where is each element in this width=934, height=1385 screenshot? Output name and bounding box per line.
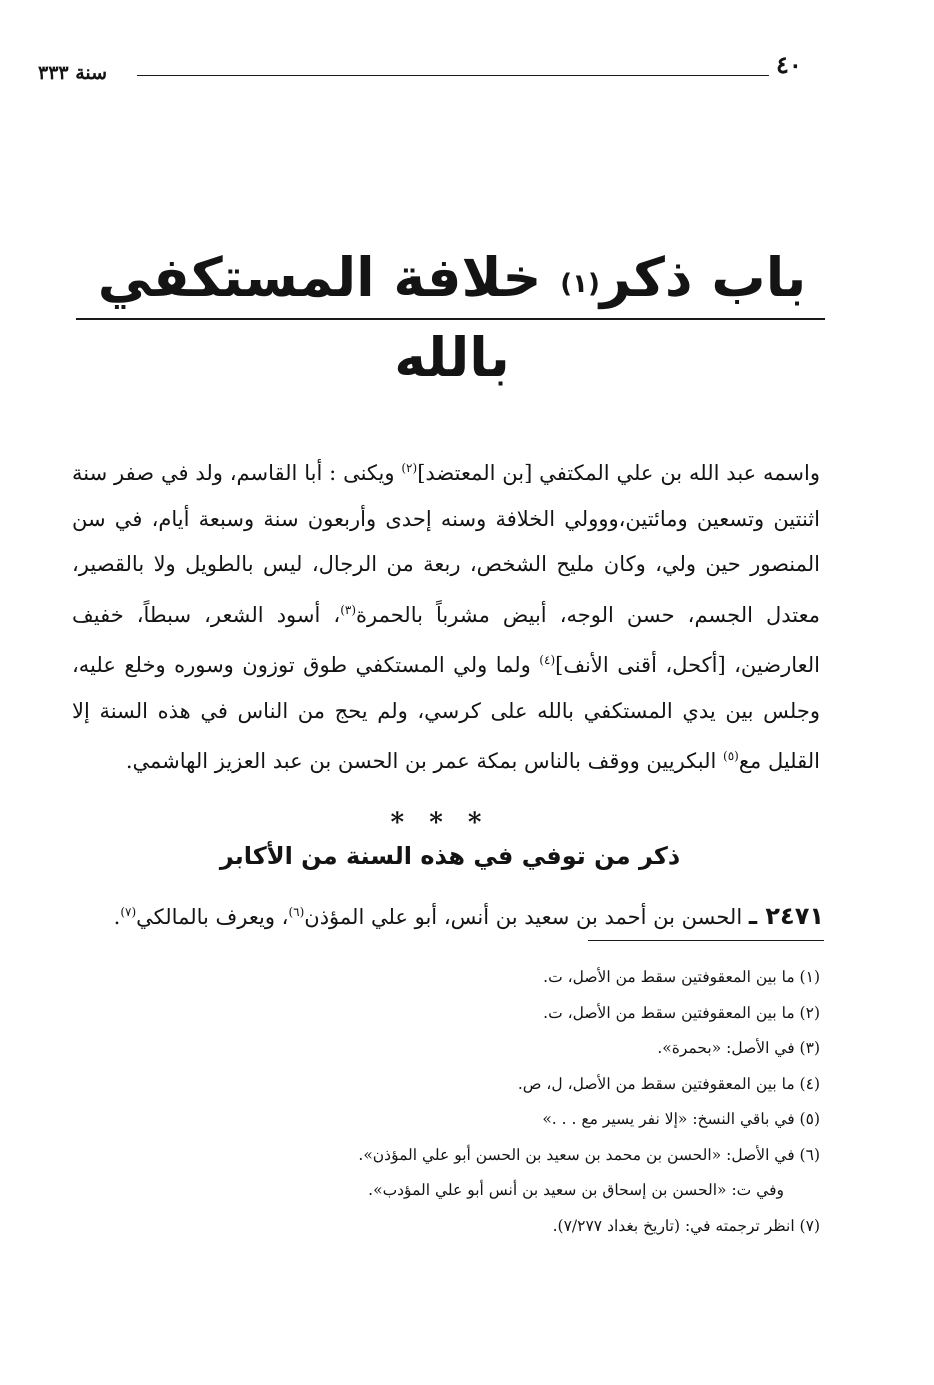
entry-text: ، ويعرف بالمالكي: [136, 905, 289, 929]
footnote-item: وفي ت: «الحسن بن إسحاق بن سعيد بن أنس أبو علي المؤدب».: [368, 1181, 784, 1199]
entry-text: الحسن بن أحمد بن سعيد بن أنس، أبو علي المؤذن: [304, 905, 749, 929]
footnote-item: (٤) ما بين المعقوفتين سقط من الأصل، ل، ص.: [517, 1074, 820, 1093]
footnote-ref-2: (٢): [401, 461, 418, 475]
paragraph-segment: البكريين ووقف بالناس بمكة عمر بن الحسن بن عبد العزيز الهاشمي.: [125, 749, 724, 773]
entry-number: ٢٤٧١ ـ: [748, 902, 824, 930]
footnote-ref-6: (٦): [288, 905, 305, 919]
main-paragraph: [72, 446, 820, 785]
footnote-ref-1: (١): [560, 269, 600, 299]
section-heading: ذكر من توفي في هذه السنة من الأكابر: [219, 842, 681, 870]
page-number: ٤٠: [776, 50, 802, 79]
footnote-item: (٥) في باقي النسخ: «إلا نفر يسير مع . . .»: [542, 1110, 820, 1128]
running-header-year: سنة ٣٣٣: [38, 62, 108, 84]
footnotes: [300, 960, 820, 1244]
footnote-ref-5: (٥): [723, 749, 739, 763]
paragraph-segment: ولما ولي المستكفي طوق توزون وسوره وخلع عليه، وجلس بين يدي المستكفي بالله على كرسي، ولم يحج من الناس في هذه السنة إلا القليل مع: [72, 653, 820, 773]
footnote-item: (٣) في الأصل: «بحمرة».: [657, 1039, 820, 1057]
chapter-title-part1: باب ذكر: [599, 246, 807, 309]
title-rule: [76, 318, 825, 320]
footnote-ref-7: (٧): [120, 905, 137, 919]
footnote-item: (١) ما بين المعقوفتين سقط من الأصل، ت.: [543, 968, 820, 986]
footnote-ref-3: (٣): [340, 602, 357, 617]
header-rule: [137, 75, 769, 76]
footnote-item: (٢) ما بين المعقوفتين سقط من الأصل، ت.: [543, 1003, 820, 1022]
chapter-title-part2: خلافة المستكفي بالله: [97, 246, 542, 389]
footnote-item: (٧) انظر ترجمته في: (تاريخ بغداد ٧/٢٧٧).: [552, 1216, 820, 1235]
paragraph-segment: ويكنى : أبا القاسم، ولد في صفر سنة اثنتين وتسعين ومائتين،ووولي الخلافة وسنه إحدى وأربعون سنة وسبعة أيام، في سن المنصور حين ولي، وكان مليح الشخص، ربعة من الرجال، ليس بالطويل ولا بالقصير، معتدل الجسم، حسن الوجه، أبيض مشرباً بالحمرة: [72, 461, 821, 627]
footnote-ref-4: (٤): [539, 653, 556, 667]
biography-entry: [60, 892, 824, 937]
entry-text: .: [113, 905, 121, 929]
paragraph-segment: ، أسود الشعر، سبطاً، خفيف العارضين، [أكحل، أقنى الأنف]: [72, 602, 820, 677]
paragraph-segment: واسمه عبد الله بن علي المكتفي [بن المعتضد]: [417, 461, 821, 485]
footnote-item: (٦) في الأصل: «الحسن بن محمد بن سعيد بن الحسن أبو علي المؤذن».: [358, 1145, 820, 1164]
footnote-rule: [588, 940, 824, 941]
section-separator: * * *: [390, 808, 490, 838]
